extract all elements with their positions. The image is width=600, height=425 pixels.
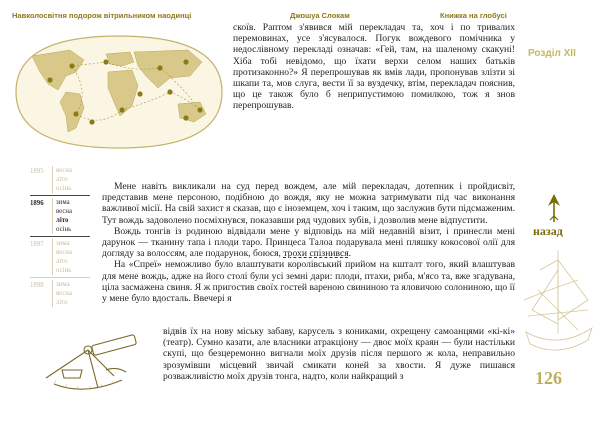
season-label: весна — [56, 290, 73, 297]
season-label: осінь — [56, 267, 72, 274]
season-label: літо — [56, 299, 68, 306]
paragraph: Вождь тонгів із родиною відвідали мене у відповідь на мій недавній візит, і принесли мені дарунок — тканину тапа і плоди таро. Принцеса Талоа подарувала мені пляшку кокосової олії для догляду за волоссям, але подарунок, боюся, трохи спізнився. — [102, 225, 515, 260]
timeline-divider — [30, 195, 90, 196]
timeline-year-1898 — [30, 280, 102, 307]
ship-sketch-illustration — [518, 240, 596, 360]
season-label: осінь — [56, 185, 72, 192]
footnote-link[interactable]: трохи спізнився — [283, 248, 349, 260]
paragraph: Мене навіть викликали на суд перед вождем, але мій перекладач, дотепник і пройдисвіт, представив мене персоною, подібною до вождя, яку не можна затримувати під час виконання важливої місії. На свій захист я сказав, що є іноземцем, хоч і таким, що заслужив бути підсмаженим. Тут вождь задоволено посміхнувся, показавши ряд чудових зубів, і дозволив мене відпустити. — [102, 181, 515, 226]
chapter-label: Розділ ХІІ — [528, 48, 576, 59]
season-label: літо — [56, 176, 68, 183]
paragraph: скоїв. Раптом з'явився мій перекладач та, хоч і по тривалих перемовинах, усе з'ясувалося. Погук вождевого помічника у недослівному перекладі означав: «Гей, там, на шаленому скакуні! Хіба тобі невідомо, що їхати верхи селом наших батьків протизаконно?» Я перепрошував як вмів лади, пропонував злізти зі шкапи та, мов слуга, вести її за вуздечку, втім, перекладач пояснив, що це також було б неприпустимою помилкою, тож я знов перепрошував. — [233, 22, 515, 112]
timeline-divider — [30, 277, 90, 278]
paragraph: На «Спреї» неможливо було влаштувати королівський прийом на кшталт того, який влаштував для мене вождь, адже на його столі були усі земні дари: плоди, птахи, риба, м'ясо та, вже згадувана, ціла засмажена свиня. Я ж пригостив своїх гостей вареною свининою та яловичою солониною, що її у мене було вдосталь. Ввечері я — [102, 259, 515, 305]
year-label: 1898 — [30, 282, 44, 289]
paragraph: відвів їх на нову міську забаву, карусель з кониками, охрещену самоанцями «кі-кі» (театр). Сумно казати, але власники атракціону — двоє моїх краян — були настільки скупі, що безцеремонно вигнали моїх друзів після першого ж кола, неправильно зрозумівши місцевий звичай смикати коней за хвости. Я дуже пишався розважливістю моїх друзів тонга, надто, коли найкращий з — [163, 326, 515, 382]
header-series: Книжка на глобусі — [440, 11, 507, 20]
page-number: 126 — [535, 368, 562, 388]
header-book-title: Навколосвітня подорож вітрильником наодинці — [12, 11, 192, 20]
season-label: зима — [56, 281, 70, 288]
world-map-illustration — [10, 32, 228, 152]
season-label: літо — [56, 258, 68, 265]
season-label: осінь — [56, 226, 72, 233]
year-label: 1896 — [30, 200, 44, 207]
voyage-timeline — [30, 166, 102, 307]
text-block-top — [233, 22, 515, 112]
timeline-year-1897 — [30, 239, 102, 275]
timeline-year-1895 — [30, 166, 102, 193]
header-author: Джошуа Слокам — [290, 11, 350, 20]
season-label: весна — [56, 208, 73, 215]
timeline-divider — [30, 236, 90, 237]
season-label: весна — [56, 167, 73, 174]
text-block-middle — [102, 181, 515, 304]
timeline-year-1896 — [30, 198, 102, 234]
season-label: зима — [56, 199, 70, 206]
season-label: весна — [56, 249, 73, 256]
text-block-bottom — [163, 326, 515, 382]
season-label: зима — [56, 240, 70, 247]
season-label-current: літо — [56, 217, 69, 224]
back-link[interactable]: назад — [533, 224, 563, 238]
year-label: 1895 — [30, 168, 44, 175]
sextant-illustration — [36, 330, 148, 398]
year-label: 1897 — [30, 241, 44, 248]
up-arrow-icon[interactable] — [544, 192, 564, 224]
